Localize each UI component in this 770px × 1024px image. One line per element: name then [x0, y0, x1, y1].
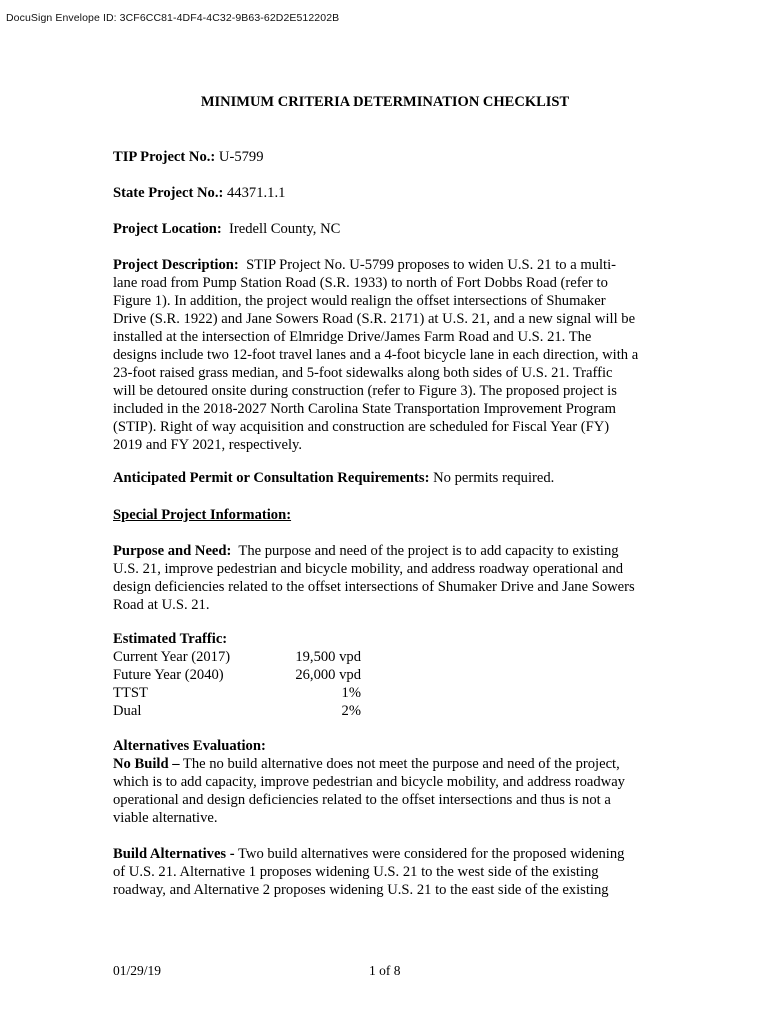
- footer-page-number: 1 of 8: [369, 963, 401, 978]
- build-line: of U.S. 21. Alternative 1 proposes widening U.S. 21 to the west side of the existing: [113, 864, 599, 880]
- traffic-row: [113, 666, 661, 684]
- purpose-line: design deficiencies related to the offset intersections of Shumaker Drive and Jane Sowers: [113, 579, 635, 595]
- project-location-field: [113, 220, 661, 238]
- no-build-line: viable alternative.: [113, 810, 218, 826]
- build-line: Two build alternatives were considered for the proposed widening: [234, 846, 625, 862]
- traffic-value: 2%: [341, 703, 361, 719]
- traffic-value: 26,000 vpd: [295, 667, 361, 683]
- no-build-line: operational and design deficiencies related to the offset intersections and thus is not a: [113, 792, 611, 808]
- no-build-line: The no build alternative does not meet the purpose and need of the project,: [179, 756, 620, 772]
- tip-project-label: TIP Project No.:: [113, 149, 216, 165]
- traffic-heading: Estimated Traffic:: [113, 631, 228, 647]
- state-project-field: [113, 184, 661, 202]
- permit-requirements-value: No permits required.: [429, 470, 555, 486]
- permit-requirements: [113, 469, 661, 487]
- traffic-label: TTST: [113, 685, 148, 701]
- traffic-row: [113, 648, 661, 666]
- description-line: Figure 1). In addition, the project would realign the offset intersections of Shumaker: [113, 293, 606, 309]
- traffic-row: [113, 684, 661, 702]
- purpose-and-need: [113, 542, 661, 614]
- no-build-label: No Build –: [113, 756, 180, 772]
- description-line: will be detoured onsite during construction (refer to Figure 3). The proposed project is: [113, 383, 617, 399]
- purpose-line: U.S. 21, improve pedestrian and bicycle mobility, and address roadway operational and: [113, 561, 624, 577]
- page-title: MINIMUM CRITERIA DETERMINATION CHECKLIST: [200, 94, 570, 110]
- description-line: Drive (S.R. 1922) and Jane Sowers Road (S.R. 2171) at U.S. 21, and a new signal will be: [113, 311, 636, 327]
- tip-project-value: U-5799: [215, 149, 264, 165]
- purpose-line: Road at U.S. 21.: [113, 597, 210, 613]
- purpose-line: The purpose and need of the project is to add capacity to existing: [238, 543, 619, 559]
- project-location-value: Iredell County, NC: [221, 221, 341, 237]
- alternatives-evaluation: [113, 737, 661, 827]
- description-line: lane road from Pump Station Road (S.R. 1933) to north of Fort Dobbs Road (refer to: [113, 275, 608, 291]
- description-line: installed at the intersection of Elmridge Drive/James Farm Road and U.S. 21. The: [113, 329, 592, 345]
- description-line: (STIP). Right of way acquisition and construction are scheduled for Fiscal Year (FY): [113, 419, 610, 435]
- state-project-value: 44371.1.1: [223, 185, 286, 201]
- description-line: 23-foot raised grass median, and 5-foot sidewalks along both sides of U.S. 21. Traffic: [113, 365, 613, 381]
- build-line: roadway, and Alternative 2 proposes widening U.S. 21 to the east side of the existing: [113, 882, 609, 898]
- traffic-row: [113, 702, 661, 720]
- description-line: included in the 2018-2027 North Carolina State Transportation Improvement Program: [113, 401, 616, 417]
- build-alternatives: [113, 845, 661, 899]
- project-description: [113, 256, 661, 454]
- estimated-traffic: [113, 630, 661, 720]
- purpose-label: Purpose and Need:: [113, 543, 232, 559]
- permit-requirements-label: Anticipated Permit or Consultation Requirements:: [113, 470, 430, 486]
- traffic-value: 19,500 vpd: [295, 649, 361, 665]
- no-build-line: which is to add capacity, improve pedestrian and bicycle mobility, and address roadway: [113, 774, 625, 790]
- alternatives-heading: Alternatives Evaluation:: [113, 738, 266, 754]
- traffic-label: Future Year (2040): [113, 667, 224, 683]
- footer-date: 01/29/19: [113, 963, 162, 978]
- special-project-label: Special Project Information:: [113, 507, 292, 523]
- description-line: 2019 and FY 2021, respectively.: [113, 437, 303, 453]
- project-description-label: Project Description:: [113, 257, 239, 273]
- special-project-heading: [113, 506, 661, 524]
- tip-project-field: [113, 148, 661, 166]
- build-alternatives-label: Build Alternatives -: [113, 846, 235, 862]
- description-line: designs include two 12-foot travel lanes and a 4-foot bicycle lane in each direction, with a: [113, 347, 639, 363]
- traffic-label: Dual: [113, 703, 142, 719]
- state-project-label: State Project No.:: [113, 185, 224, 201]
- docusign-envelope-id: DocuSign Envelope ID: 3CF6CC81-4DF4-4C32-9B63-62D2E512202B: [6, 12, 340, 24]
- traffic-label: Current Year (2017): [113, 649, 231, 665]
- description-line: STIP Project No. U-5799 proposes to widen U.S. 21 to a multi-: [246, 257, 617, 273]
- traffic-value: 1%: [341, 685, 361, 701]
- project-location-label: Project Location:: [113, 221, 222, 237]
